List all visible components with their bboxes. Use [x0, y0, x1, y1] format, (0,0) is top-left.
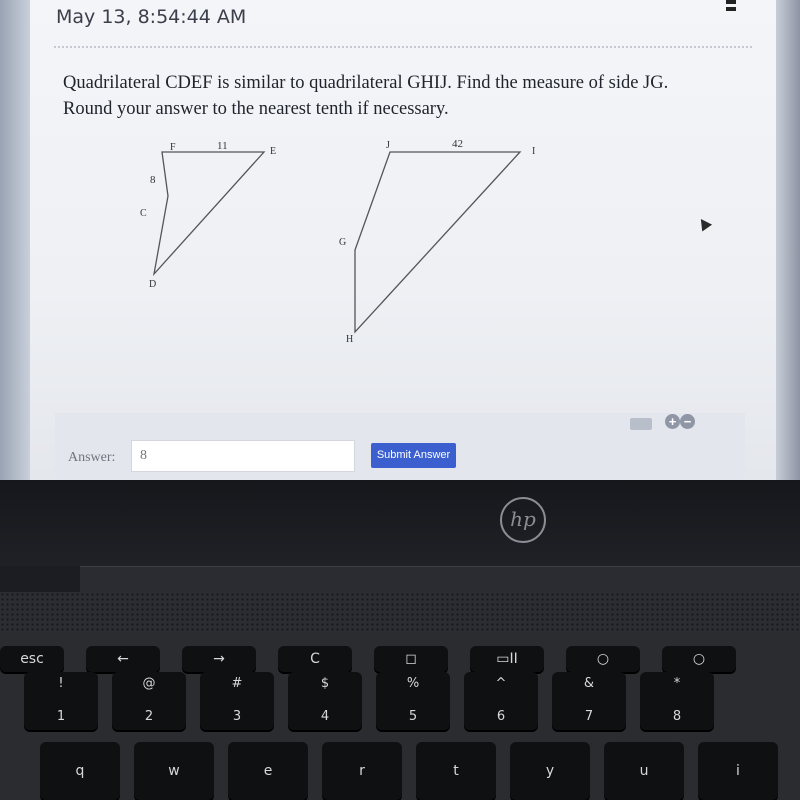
menu-icon[interactable] [726, 0, 736, 18]
timestamp: May 13, 8:54:44 AM [56, 6, 247, 28]
key-q[interactable] [40, 742, 120, 800]
key-y-label: y [545, 763, 555, 779]
answer-label: Answer: [68, 450, 116, 465]
laptop-bezel-bottom [0, 480, 800, 566]
point-e-label: E [270, 146, 277, 157]
point-j-label: J [386, 140, 390, 151]
key-5[interactable] [376, 672, 450, 730]
key-8-shift-label: * [673, 676, 681, 691]
point-h-label: H [346, 334, 354, 345]
refresh-key-label: C [310, 651, 320, 667]
point-f-label: F [170, 142, 176, 153]
divider [54, 46, 752, 48]
key-u-label: u [639, 763, 649, 779]
key-1-shift-label: ! [58, 676, 64, 691]
key-5-shift-label: % [406, 676, 420, 691]
side-fe-label: 11 [217, 140, 228, 152]
point-d-label: D [149, 279, 157, 290]
monitor-bezel-left [0, 0, 30, 480]
question-line-2: Round your answer to the nearest tenth if necessary. [63, 99, 449, 119]
esc-key-label: esc [20, 651, 44, 667]
zoom-out-icon[interactable]: − [680, 414, 695, 429]
side-ji-label: 42 [452, 138, 463, 150]
side-cf-label: 8 [150, 174, 156, 186]
quadrilateral-cdef [154, 152, 264, 274]
key-3-shift-label: # [231, 676, 243, 691]
key-7[interactable] [552, 672, 626, 730]
key-6-shift-label: ^ [495, 676, 507, 691]
keyboard-icon[interactable] [630, 418, 652, 430]
esc-key[interactable] [0, 646, 64, 672]
key-i[interactable] [698, 742, 778, 800]
submit-answer-button[interactable]: Submit Answer [371, 443, 456, 468]
point-c-label: C [140, 208, 147, 219]
key-8[interactable] [640, 672, 714, 730]
key-4-shift-label: $ [320, 676, 330, 691]
fullscreen-key[interactable] [374, 646, 448, 672]
point-i-label: I [532, 146, 536, 157]
speaker-grille [0, 592, 800, 632]
key-1-label: 1 [56, 709, 66, 724]
similar-quadrilaterals-figure [30, 130, 776, 360]
key-3-label: 3 [232, 709, 242, 724]
key-2-shift-label: @ [142, 676, 156, 691]
key-2-label: 2 [144, 709, 154, 724]
key-4-label: 4 [320, 709, 330, 724]
key-7-shift-label: & [583, 676, 595, 691]
key-4[interactable] [288, 672, 362, 730]
key-5-label: 5 [408, 709, 418, 724]
key-3[interactable] [200, 672, 274, 730]
key-w[interactable] [134, 742, 214, 800]
key-2[interactable] [112, 672, 186, 730]
key-q-label: q [75, 763, 85, 779]
key-6-label: 6 [496, 709, 506, 724]
back-key[interactable] [86, 646, 160, 672]
quadrilateral-ghij [355, 152, 520, 332]
windows-key[interactable] [470, 646, 544, 672]
zoom-in-icon[interactable]: + [665, 414, 680, 429]
brightness-down-key-label: ○ [596, 651, 610, 667]
key-1[interactable] [24, 672, 98, 730]
figure-drawing [30, 130, 776, 360]
key-r-label: r [359, 763, 365, 779]
back-key-label: ← [117, 651, 129, 667]
windows-key-label: ▭II [496, 651, 518, 667]
forward-key-label: → [213, 651, 225, 667]
key-7-label: 7 [584, 709, 594, 724]
zoom-controls [665, 414, 695, 430]
brand-logo: hp [500, 497, 546, 543]
question-text [63, 70, 753, 122]
key-6[interactable] [464, 672, 538, 730]
key-w-label: w [168, 763, 180, 779]
laptop-hinge [80, 566, 800, 593]
refresh-key[interactable] [278, 646, 352, 672]
key-t-label: t [453, 763, 459, 779]
key-y[interactable] [510, 742, 590, 800]
browser-screen [30, 0, 776, 480]
key-t[interactable] [416, 742, 496, 800]
brightness-up-key-label: ○ [692, 651, 706, 667]
question-line-1: Quadrilateral CDEF is similar to quadrilateral GHIJ. Find the measure of side JG. [63, 73, 669, 93]
key-e-label: e [263, 763, 273, 779]
forward-key[interactable] [182, 646, 256, 672]
key-8-label: 8 [672, 709, 682, 724]
key-r[interactable] [322, 742, 402, 800]
key-i-label: i [736, 763, 740, 779]
answer-input[interactable]: 8 [131, 440, 355, 472]
key-e[interactable] [228, 742, 308, 800]
brightness-down-key[interactable] [566, 646, 640, 672]
brightness-up-key[interactable] [662, 646, 736, 672]
fullscreen-key-label: ◻ [405, 651, 417, 667]
point-g-label: G [339, 237, 347, 248]
key-u[interactable] [604, 742, 684, 800]
monitor-bezel-right [776, 0, 800, 480]
